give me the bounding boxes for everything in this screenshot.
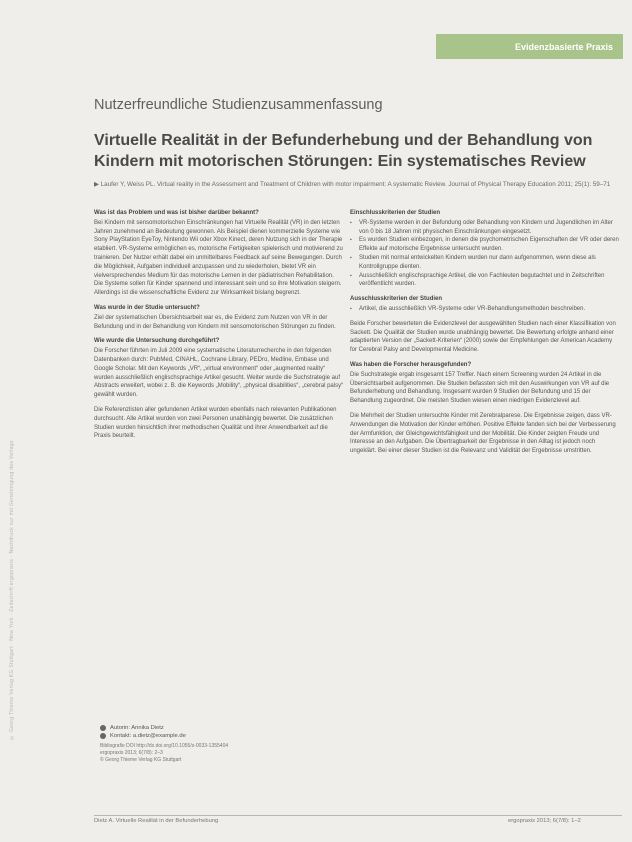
bullet-item: ▪ Es wurden Studien einbezogen, in denen die psychometrischen Eigenschaften der VR oder deren Effekte auf motorische Ergebnisse untersucht wurden. (350, 236, 620, 254)
paragraph: Beide Forscher bewerteten die Evidenzlevel der ausgewählten Studien nach einer Klassifikation von Sackett. Die Qualität der Studien wurde unabhängig bewertet. Die Bewertung erfolgte anhand einer adaptierten Version der „Sackett-Kriterien“ (2000) sowie der Empfehlungen der American Academy for Cerebral Palsy and Developmental Medicine. (350, 320, 616, 354)
article-title: Virtuelle Realität in der Befunderhebung und der Behandlung von Kindern mit motorischen Störungen: Ein systematisches Review (94, 132, 593, 170)
paragraph: Bei Kindern mit sensomotorischen Einschränkungen hat Virtuelle Realität (VR) in den letzten Jahren zunehmend an Bedeutung gewonnen. Als Beispiel dienen kommerzielle Systeme wie Sony PlayStation EyeToy, Nintendo Wii oder Xbox Kinect, deren Nutzung sich in der Therapie etabliert. VR-Systeme ermöglichen es, motorische Fertigkeiten spielerisch und motivierend zu trainieren. Der Nutzer erhält dabei ein unmittelbares Feedback auf seine Bewegungen. Durch die Möglichkeit, Aufgaben individuell anzupassen und zu wiederholen, bietet VR ein vielversprechendes Medium für das motorische Lernen in der pädiatrischen Rehabilitation. Die Systeme sollen für Kinder spannend und interessant sein und so ihre Motivation steigern. Allerdings ist die wissenschaftliche Evidenz zur Wirksamkeit bislang begrenzt. (94, 219, 343, 297)
pub-line: ergopraxis 2013; 6(7/8): 2–3 (100, 750, 163, 756)
section-heading: Was wurde in der Studie untersucht? (94, 304, 200, 311)
article-kicker: Nutzerfreundliche Studienzusammenfassung (94, 97, 383, 113)
footer-rule (94, 815, 622, 816)
bullet-item: ▪ Studien mit normal entwickelten Kindern wurden nur dann aufgenommen, wenn diese als Kontrollgruppe dienten. (350, 254, 620, 272)
paragraph: Ziel der systematischen Übersichtsarbeit war es, die Evidenz zum Nutzen von VR in der Befundung und in der Behandlung von Kindern mit sensomotorischen Störungen zu finden. (94, 314, 336, 330)
author-contact: Kontakt: a.dietz@example.de (110, 733, 186, 739)
mail-icon (100, 733, 106, 739)
author-name: Autorin: Annika Dietz (110, 725, 164, 731)
footer-right: ergopraxis 2013; 6(7/8): 1–2 (508, 818, 581, 824)
person-icon (100, 725, 106, 731)
paragraph: Die Referenzlisten aller gefundenen Artikel wurden ebenfalls nach relevanten Publikationen durchsucht. Alle Artikel wurden von zwei Personen unabhängig bewertet. Die zusätzlichen Studien wurden hinsichtlich ihrer methodischen Qualität und ihrer Anwendbarkeit auf die Praxis beurteilt. (94, 406, 337, 440)
right-column (350, 209, 620, 462)
author-row (100, 724, 300, 732)
section-tag: Evidenzbasierte Praxis (436, 34, 623, 59)
contact-row (100, 732, 300, 740)
bullet-item: ▪ VR-Systeme werden in der Befundung oder Behandlung von Kindern und Jugendlichen im Alter von 0 bis 18 Jahren mit physischen Einschränkungen eingesetzt. (350, 219, 620, 237)
section-heading: Was ist das Problem und was ist bisher darüber bekannt? (94, 210, 259, 216)
paragraph: Die Mehrheit der Studien untersuchte Kinder mit Zerebralparese. Die Ergebnisse zeigen, dass VR-Anwendungen die Motivation der Kinder erhöhen. Positive Effekte fanden sich bei der Verbesserung der Armfunktion, der Gleichgewichtsfähigkeit und der Mobilität. Die Kinder zeigten Freude und Interesse an den Aufgaben. Die Übertragbarkeit der Ergebnisse in den Alltag ist jedoch noch ungeklärt. Bei einer dieser Studien ist die Relevanz und Validität der Ergebnisse umstritten. (350, 412, 616, 455)
bullet-list (350, 219, 620, 289)
paragraph: Die Forscher führten im Juli 2009 eine systematische Literaturrecherche in den folgenden Datenbanken durch: PubMed, CINAHL, Cochrane Library, PEDro, Medline, Embase und Google Scholar. Mit den Keywords „VR“, „virtual environment“ oder „augmented reality“ wurden ausschließlich englischsprachige Artikel gesucht. Weiter wurde die Suchstrategie auf Abstracts erweitert, wobei z. B. die Keywords „Mobility“, „physical disabilities“, „cerebral palsy“ gewählt wurden. (94, 348, 344, 399)
section-heading: Ausschlusskriterien der Studien (350, 296, 443, 303)
bullet-item: ▪ Ausschließlich englischsprachige Artikel, die von Fachleuten begutachtet und in Zeitschriften veröffentlicht wurden. (350, 272, 620, 290)
publication-info (100, 743, 300, 764)
bullet-list (350, 305, 620, 314)
section-heading: Wie wurde die Untersuchung durchgeführt? (94, 338, 220, 345)
paragraph: Die Suchstrategie ergab insgesamt 157 Treffer. Nach einem Screening wurden 24 Artikel in die Übersichtsarbeit aufgenommen. Die Studien befassten sich mit den Auswirkungen von VR auf die Befunderhebung und Behandlung. Insgesamt wurden 9 Studien der Befundung und 15 der Behandlung zugeordnet. Die meisten Studien wiesen einen niedrigen Evidenzlevel auf. (350, 371, 610, 405)
pub-line: Bibliografie DOI http://dx.doi.org/10.1055/s-0033-1355404 (100, 743, 229, 749)
left-column (94, 209, 344, 447)
pub-line: © Georg Thieme Verlag KG Stuttgart (100, 757, 182, 763)
reference: ▶ Laufer Y, Weiss PL. Virtual reality in the Assessment and Treatment of Children with motor impairment: A systematic Review. Journal of Physical Therapy Education 2011; 25(1): 59–71 (94, 181, 611, 188)
section-heading: Was haben die Forscher herausgefunden? (350, 361, 472, 368)
spine-text: © Georg Thieme Verlag KG Stuttgart · New York · Zeitschrift ergopraxis · Nachdruck nur mit Genehmigung des Verlags (9, 440, 15, 740)
section-heading: Einschlusskriterien der Studien (350, 210, 441, 216)
bullet-item: ▪ Artikel, die ausschließlich VR-Systeme oder VR-Behandlungsmethoden beschreiben. (350, 305, 620, 314)
author-box (100, 724, 300, 764)
footer-left: Dietz A. Virtuelle Realität in der Befunderhebung (94, 818, 219, 824)
